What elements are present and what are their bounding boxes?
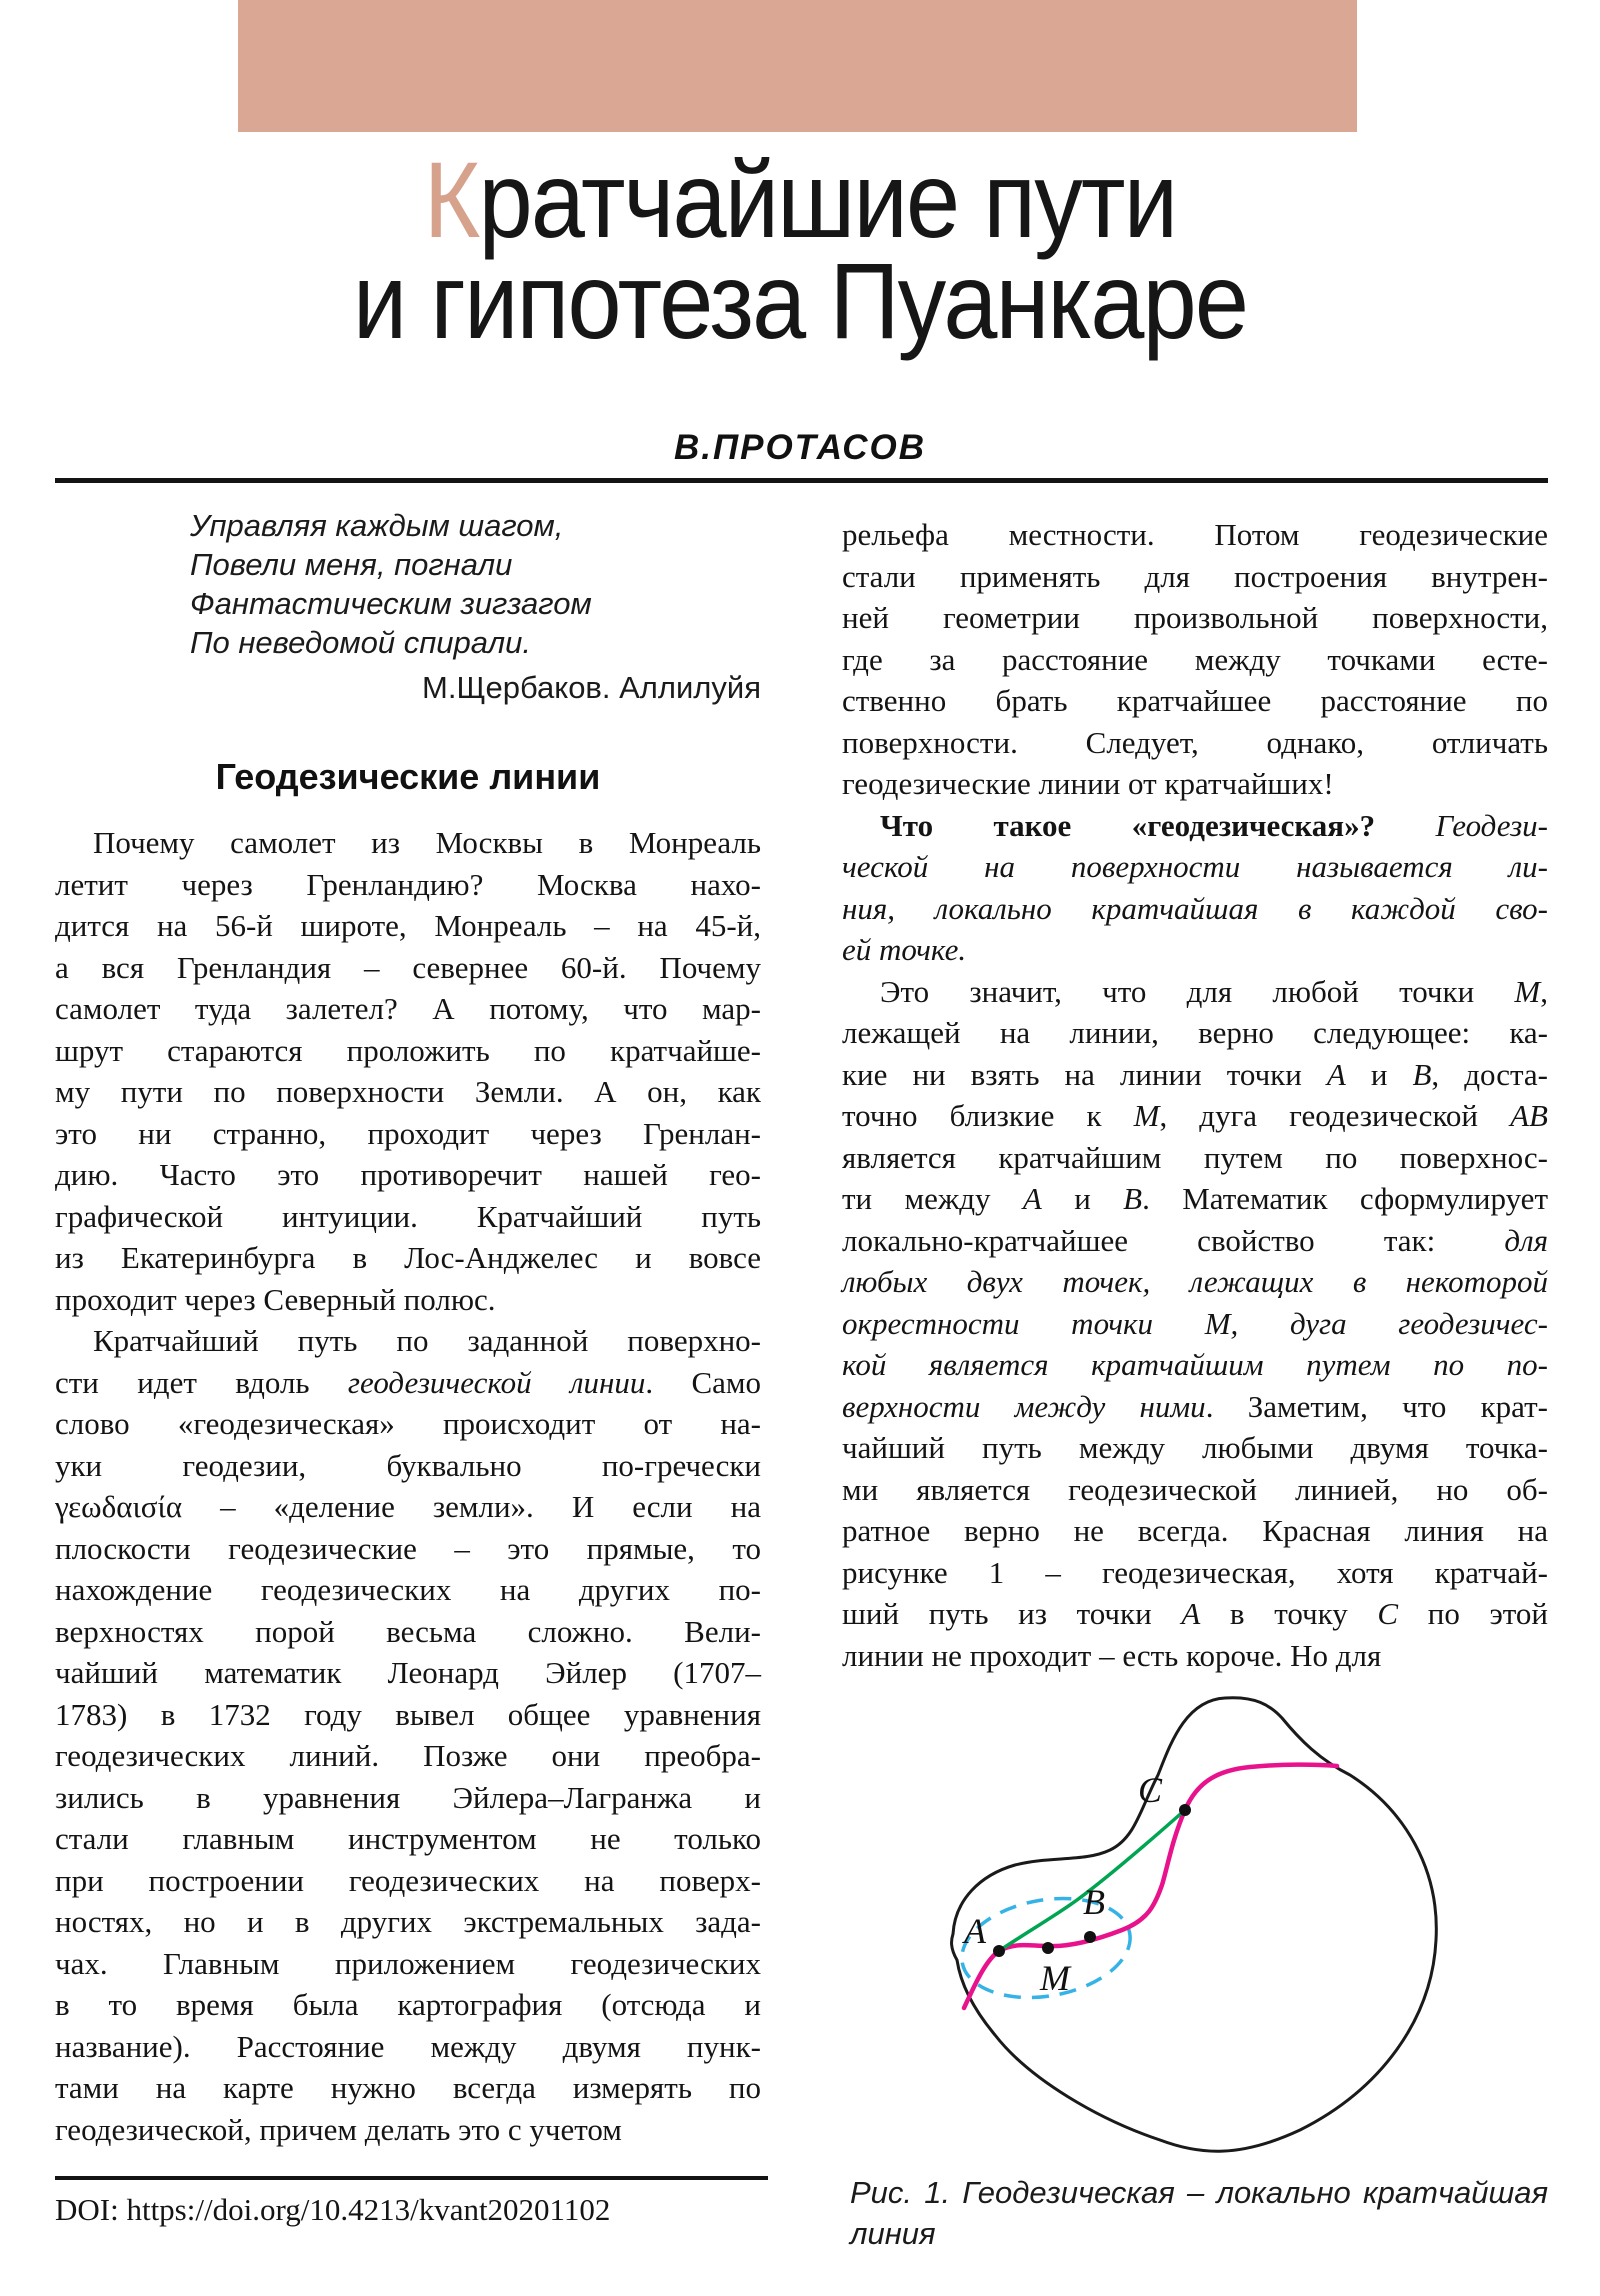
epigraph-line: Управляя каждым шагом, xyxy=(190,508,564,543)
point-c-dot xyxy=(1179,1804,1191,1816)
text-line: это ни странно, проходит через Гренлан- xyxy=(55,1115,761,1151)
text-line: геодезических линий. Позже они преобра- xyxy=(55,1738,761,1773)
text-line: локально-кратчайшее свойство так: для xyxy=(842,1222,1548,1258)
text-line: γεωδαισία – «деление земли». И если на xyxy=(55,1489,761,1524)
text-line: лежащей на линии, верно следующее: ка- xyxy=(842,1015,1548,1050)
text-line: окрестности точки M, дуга геодезичес- xyxy=(842,1305,1548,1341)
title-line-1: Кратчайшие пути xyxy=(423,139,1177,260)
text-line: стали главным инструментом не только xyxy=(55,1821,761,1856)
text-line: проходит через Северный полюс. xyxy=(55,1281,496,1317)
epigraph-line: По неведомой спирали. xyxy=(190,625,531,660)
epigraph-line: Фантастическим зигзагом xyxy=(190,586,592,621)
shortest-path-green-curve xyxy=(999,1810,1185,1951)
text-line: из Екатеринбурга в Лос-Анджелес и вовсе xyxy=(55,1240,761,1275)
point-m-label: M xyxy=(1040,1958,1070,1998)
figure-caption-line: линия xyxy=(850,2216,936,2251)
text-line: Почему самолет из Москвы в Монреаль xyxy=(93,825,761,860)
text-line: нахождение геодезических на других по- xyxy=(55,1572,761,1607)
point-c-label: C xyxy=(1137,1770,1163,1810)
right-column xyxy=(842,514,1548,1676)
doi-line: DOI: https://doi.org/10.4213/kvant20201102 xyxy=(55,2192,611,2227)
text-line: ней геометрии произвольной поверхности, xyxy=(842,600,1548,635)
text-line: а вся Гренландия – севернее 60-й. Почему xyxy=(55,949,761,985)
point-m-dot xyxy=(1042,1942,1054,1954)
text-line: название). Расстояние между двумя пунк- xyxy=(55,2028,761,2064)
text-line: рисунке 1 – геодезическая, хотя кратчай- xyxy=(842,1554,1548,1590)
figure-caption xyxy=(850,2172,1548,2254)
text-line: ти между A и B. Математик сформулирует xyxy=(842,1181,1548,1216)
text-line: летит через Гренландию? Москва нахо- xyxy=(55,866,761,902)
text-line: ми является геодезической линией, но об- xyxy=(842,1471,1548,1507)
text-line: уки геодезии, буквально по-гречески xyxy=(55,1447,761,1483)
point-a-dot xyxy=(993,1945,1005,1957)
text-line: поверхности. Следует, однако, отличать xyxy=(842,724,1548,760)
point-b-label: B xyxy=(1083,1882,1105,1922)
text-line: геодезической, причем делать это с учетом xyxy=(55,2111,622,2147)
text-line: ший путь из точки A в точку C по этой xyxy=(842,1596,1548,1631)
text-line: чах. Главным приложением геодезических xyxy=(55,1945,761,1981)
text-line: является кратчайшим путем по поверхнос- xyxy=(842,1139,1548,1175)
author-name: В.ПРОТАСОВ xyxy=(673,428,927,467)
text-line: шрут стараются проложить по кратчайше- xyxy=(55,1032,761,1068)
text-line: геодезические линии от кратчайших! xyxy=(842,766,1334,801)
text-line: линии не проходит – есть короче. Но для xyxy=(842,1637,1382,1673)
text-line: самолет туда залетел? А потому, что мар- xyxy=(55,991,761,1026)
article-title xyxy=(80,139,1520,361)
text-line: рельефа местности. Потом геодезические xyxy=(842,517,1548,552)
epigraph-line: Повели меня, погнали xyxy=(190,547,513,582)
text-line: плоскости геодезические – это прямые, то xyxy=(55,1530,761,1566)
text-line: точно близкие к M, дуга геодезической AB xyxy=(842,1098,1548,1133)
epigraph-attribution: М.Щербаков. Аллилуйя xyxy=(422,670,761,705)
text-line: тами на карте нужно всегда измерять по xyxy=(55,2070,761,2105)
text-line: при построении геодезических на поверх- xyxy=(55,1862,761,1898)
text-line: ния, локально кратчайшая в каждой сво- xyxy=(842,890,1548,926)
header-rule xyxy=(55,478,1548,483)
text-line: верхностях порой весьма сложно. Вели- xyxy=(55,1613,761,1649)
text-line: стали применять для построения внутрен- xyxy=(842,558,1548,594)
left-column xyxy=(55,822,761,2150)
title-initial-letter: К xyxy=(423,139,479,260)
text-line: му пути по поверхности Земли. А он, как xyxy=(55,1074,761,1109)
text-line: Кратчайший путь по заданной поверхно- xyxy=(93,1323,761,1358)
text-line: кой является кратчайшим путем по по- xyxy=(842,1347,1548,1382)
text-line: кие ни взять на линии точки A и B, доста- xyxy=(842,1056,1548,1092)
text-line: графической интуиции. Кратчайший путь xyxy=(55,1198,761,1234)
text-line: ностях, но и в других экстремальных зада- xyxy=(55,1904,761,1939)
text-line: верхности между ними. Заметим, что крат- xyxy=(842,1388,1548,1424)
footnote-rule xyxy=(55,2176,768,2180)
epigraph xyxy=(190,506,761,707)
text-line: любых двух точек, лежащих в некоторой xyxy=(842,1264,1548,1299)
text-line: слово «геодезическая» происходит от на- xyxy=(55,1406,761,1441)
surface-outline xyxy=(952,1698,1437,2152)
text-line: Что такое «геодезическая»? Геодези- xyxy=(880,807,1548,843)
figure-caption-line: Рис. 1. Геодезическая – локально кратчайшая xyxy=(850,2175,1548,2210)
text-line: ратное верно не всегда. Красная линия на xyxy=(842,1513,1548,1548)
point-a-label: A xyxy=(964,1911,986,1951)
masthead-color-block xyxy=(238,0,1357,132)
section-heading: Геодезические линии xyxy=(215,756,601,797)
text-line: дию. Часто это противоречит нашей гео- xyxy=(55,1157,761,1192)
title-line-2: и гипотеза Пуанкаре xyxy=(352,240,1248,361)
text-line: дится на 56-й широте, Монреаль – на 45-й, xyxy=(55,908,761,943)
figure-1 xyxy=(900,1690,1580,2160)
text-line: ственно брать кратчайшее расстояние по xyxy=(842,683,1548,718)
text-line: Это значит, что для любой точки M, xyxy=(880,973,1548,1009)
text-line: чайший математик Леонард Эйлер (1707– xyxy=(55,1655,761,1690)
text-line: чайший путь между любыми двумя точка- xyxy=(842,1430,1548,1465)
text-line: сти идет вдоль геодезической линии. Само xyxy=(55,1364,762,1400)
text-line: в то время была картография (отсюда и xyxy=(55,1987,761,2022)
text-line: ческой на поверхности называется ли- xyxy=(842,849,1548,884)
text-line: зились в уравнения Эйлера–Лагранжа и xyxy=(55,1779,761,1815)
text-line: 1783) в 1732 году вывел общее уравнения xyxy=(55,1696,761,1732)
point-b-dot xyxy=(1084,1931,1096,1943)
text-line: ей точке. xyxy=(842,932,967,967)
text-line: где за расстояние между точками есте- xyxy=(842,641,1548,677)
